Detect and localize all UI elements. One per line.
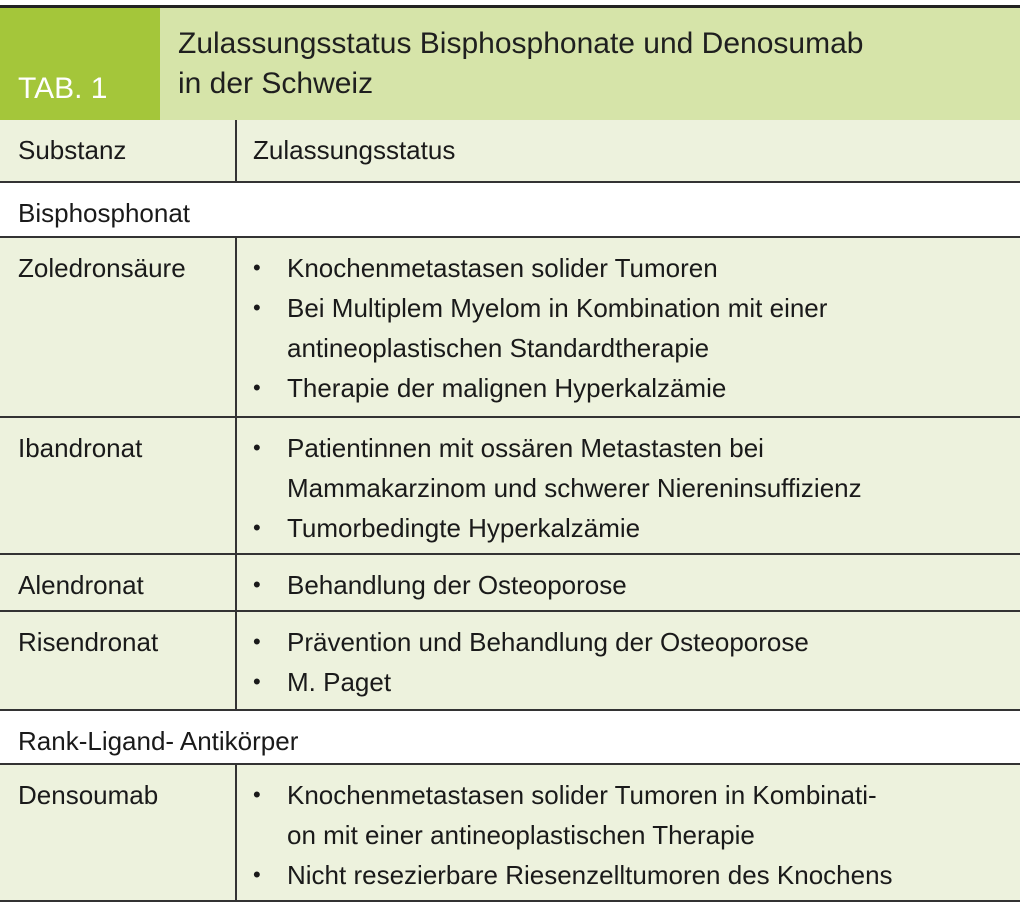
group-row	[0, 183, 1020, 238]
substance-name: Zoledronsäure	[0, 238, 237, 416]
substance-name: Risendronat	[0, 612, 237, 709]
title-line-2: in der Schweiz	[178, 67, 374, 100]
status-item	[253, 855, 1020, 895]
status-item	[253, 775, 1020, 855]
status-item	[253, 288, 1020, 368]
approval-status	[237, 238, 1020, 416]
group-label: Rank-Ligand- Antikörper	[18, 726, 299, 756]
substance-name: Alendronat	[0, 555, 237, 610]
table-row	[0, 238, 1020, 418]
table-tab	[0, 8, 160, 120]
status-line: Mammakarzinom und schwerer Niereninsuffizienz	[287, 473, 862, 503]
table-row	[0, 418, 1020, 555]
status-line: on mit einer antineoplastischen Therapie	[287, 820, 755, 850]
substance-name: Ibandronat	[0, 418, 237, 553]
group-label: Bisphosphonat	[18, 198, 191, 228]
status-list	[253, 622, 1020, 702]
status-item	[253, 662, 1020, 702]
substance-name: Densoumab	[0, 765, 237, 900]
approval-status	[237, 612, 1020, 709]
table-row	[0, 612, 1020, 711]
status-line: antineoplastischen Standardtherapie	[287, 333, 710, 363]
table-header	[0, 8, 1020, 120]
status-list	[253, 565, 1020, 605]
column-header-zulassungsstatus: Zulassungsstatus	[253, 135, 456, 165]
approval-status	[237, 765, 1020, 900]
status-line: • Patientinnen mit ossären Metastasten bei	[287, 433, 764, 463]
status-line: • Therapie der malignen Hyperkalzämie	[287, 373, 727, 403]
table-title	[178, 24, 863, 104]
status-line: • Bei Multiplem Myelom in Kombination mit einer	[287, 293, 828, 323]
table-row	[0, 765, 1020, 902]
status-line: • Knochenmetastasen solider Tumoren in Kombinati-	[287, 780, 877, 810]
status-line: • Prävention und Behandlung der Osteoporose	[287, 627, 809, 657]
status-line: • Behandlung der Osteoporose	[287, 570, 627, 600]
status-line: • M. Paget	[287, 667, 392, 697]
status-item	[253, 565, 1020, 605]
status-line: • Tumorbedingte Hyperkalzämie	[287, 513, 641, 543]
column-header-row	[0, 120, 1020, 183]
column-header-substanz: Substanz	[0, 120, 237, 181]
status-item	[253, 508, 1020, 548]
status-item	[253, 368, 1020, 408]
group-row	[0, 711, 1020, 765]
status-list	[253, 775, 1020, 895]
table-row	[0, 555, 1020, 612]
title-line-1: Zulassungsstatus Bisphosphonate und Denosumab	[178, 27, 864, 60]
status-item	[253, 428, 1020, 508]
tab-label: TAB. 1	[18, 72, 108, 105]
status-list	[253, 248, 1020, 408]
status-list	[253, 428, 1020, 548]
table-body	[0, 120, 1020, 902]
status-item	[253, 248, 1020, 288]
approval-status	[237, 555, 1020, 610]
status-item	[253, 622, 1020, 662]
status-line: • Knochenmetastasen solider Tumoren	[287, 253, 718, 283]
approval-status	[237, 418, 1020, 553]
status-line: • Nicht resezierbare Riesenzelltumoren des Knochens	[287, 860, 893, 890]
